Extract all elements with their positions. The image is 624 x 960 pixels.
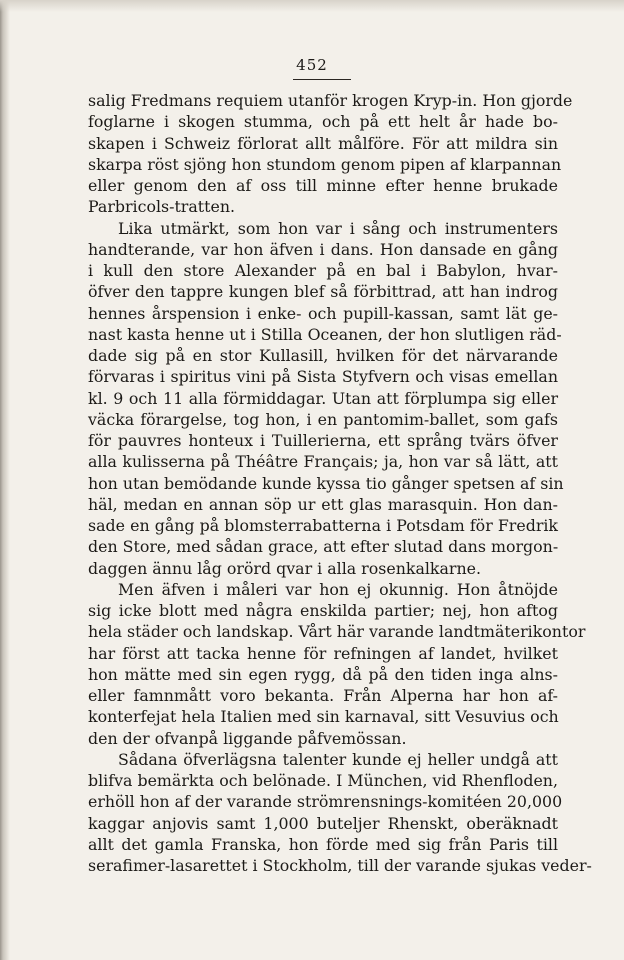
- text-line: konterfejat hela Italien med sin karnaval, sitt Vesuvius och: [88, 707, 559, 727]
- paragraph-start: Men äfven i måleri var hon ej okunnig. Hon åtnöjde: [118, 579, 558, 599]
- page-top-shadow: [0, 0, 624, 12]
- text-line: väcka förargelse, tog hon, i en pantomim-ballet, som gafs: [88, 409, 558, 429]
- text-line: hon mätte med sin egen rygg, då på den tiden inga alns-: [88, 664, 558, 684]
- body-text: [88, 90, 592, 876]
- text-line: nast kasta henne ut i Stilla Oceanen, der hon slutligen räd-: [88, 324, 562, 344]
- page-number: 452: [296, 56, 328, 74]
- text-line: öfver den tappre kungen blef så förbittrad, att han indrog: [88, 282, 558, 302]
- text-line: häl, medan en annan söp ur ett glas marasquin. Hon dan-: [88, 494, 558, 514]
- paragraph-start: Lika utmärkt, som hon var i sång och instrumenters: [118, 218, 558, 238]
- text-line: daggen ännu låg orörd qvar i alla rosenkalkarne.: [88, 558, 482, 578]
- text-line: blifva bemärkta och belönade. I München, vid Rhenfloden,: [88, 771, 558, 790]
- page-gutter-shadow: [0, 0, 10, 960]
- text-line: sig icke blott med några enskilda partier; nej, hon aftog: [88, 601, 558, 620]
- paragraph-start: Sådana öfverlägsna talenter kunde ej heller undgå att: [118, 749, 558, 769]
- text-line: Parbricols-tratten.: [88, 197, 236, 217]
- text-line: handterande, var hon äfven i dans. Hon dansade en gång: [88, 239, 558, 259]
- text-line: skarpa röst sjöng hon stundom genom pipen af klarpannan: [88, 154, 562, 174]
- text-line: erhöll hon af der varande strömrensnings-komitéen 20,000: [88, 792, 563, 812]
- text-line: allt det gamla Franska, hon förde med sig från Paris till: [88, 834, 558, 854]
- text-line: kaggar anjovis samt 1,000 buteljer Rhenskt, oberäknadt: [88, 813, 558, 833]
- text-line: alla kulisserna på Théâtre Français; ja, hon var så lätt, att: [88, 452, 558, 472]
- text-line: eller genom den af oss till minne efter henne brukade: [88, 176, 558, 195]
- text-line: kl. 9 och 11 alla förmiddagar. Utan att förplumpa sig eller: [88, 388, 558, 408]
- text-line: hon utan bemödande kunde kyssa tio gånger spetsen af sin: [88, 473, 564, 493]
- text-line: för pauvres honteux i Tuillerierna, ett språng tvärs öfver: [88, 431, 558, 450]
- text-line: har först att tacka henne för refningen af landet, hvilket: [88, 643, 558, 663]
- text-line: foglarne i skogen stumma, och på ett helt år hade bo-: [88, 112, 558, 132]
- text-line: eller famnmått voro bekanta. Från Alperna har hon af-: [88, 686, 558, 705]
- text-line: den der ofvanpå liggande påfvemössan.: [88, 728, 407, 748]
- text-line: hennes årspension i enke- och pupill-kassan, samt lät ge-: [88, 303, 558, 323]
- text-line: serafimer-lasarettet i Stockholm, till der varande sjukas veder-: [88, 856, 592, 875]
- text-line: skapen i Schweiz förlorat allt målföre. För att mildra sin: [88, 133, 558, 153]
- text-line: den Store, med sådan grace, att efter slutad dans morgon-: [88, 537, 559, 557]
- text-line: i kull den store Alexander på en bal i Babylon, hvar-: [88, 261, 558, 280]
- text-line: dade sig på en stor Kullasill, hvilken för det närvarande: [88, 346, 558, 365]
- text-line: hela städer och landskap. Vårt här varande landtmäterikontor: [88, 622, 586, 642]
- text-line: sade en gång på blomsterrabatterna i Potsdam för Fredrik: [88, 516, 558, 535]
- text-line: salig Fredmans requiem utanför krogen Kryp-in. Hon gjorde: [88, 91, 573, 110]
- page-number-rule: [293, 79, 351, 80]
- text-line: förvaras i spiritus vini på Sista Styfvern och visas emellan: [88, 367, 558, 387]
